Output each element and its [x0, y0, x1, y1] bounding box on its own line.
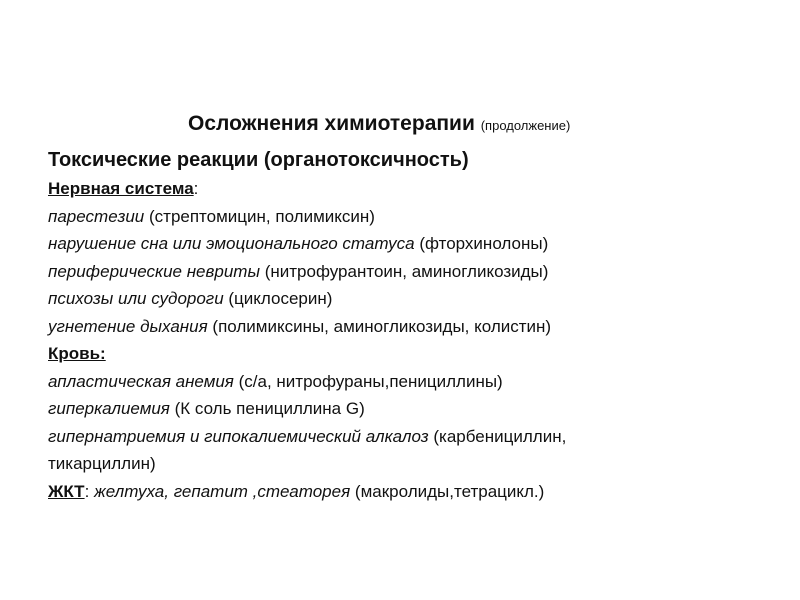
drugs: (циклосерин)	[228, 289, 333, 308]
blood-item	[48, 395, 788, 423]
blood-item	[48, 368, 788, 396]
nervous-system-header	[48, 175, 788, 203]
blood-item-continuation: тикарциллин)	[48, 454, 156, 473]
nervous-item	[48, 313, 788, 341]
nervous-item	[48, 258, 788, 286]
title-subtitle: (продолжение)	[480, 118, 571, 133]
effect: психозы или судороги	[48, 289, 224, 308]
drugs: (нитрофурантоин, аминогликозиды)	[264, 261, 549, 281]
title-main: Осложнения химиотерапии	[188, 112, 475, 135]
gi-label: ЖКТ	[48, 481, 85, 501]
gi-colon: :	[84, 481, 90, 501]
effect: угнетение дыхания	[48, 316, 208, 336]
gi-effects: желтуха, гепатит ,стеаторея	[94, 481, 351, 501]
effect: гипернатриемия и гипокалиемический алкалоз	[48, 426, 429, 446]
blood-label: Кровь:	[48, 344, 106, 363]
slide-title	[188, 112, 570, 136]
drugs: (фторхинолоны)	[419, 234, 549, 253]
effect: периферические невриты	[48, 261, 260, 281]
gi-drugs: (макролиды,тетрацикл.)	[354, 481, 545, 501]
effect: нарушение сна или эмоционального статуса	[48, 234, 415, 253]
drugs: (полимиксины, аминогликозиды, колистин)	[212, 316, 552, 336]
nervous-item	[48, 285, 788, 313]
nervous-system-label: Нервная система	[48, 179, 194, 198]
nervous-item	[48, 230, 788, 258]
effect: парестезии	[48, 206, 145, 226]
effect: гиперкалиемия	[48, 399, 170, 418]
blood-item	[48, 423, 788, 451]
drugs: (карбенициллин,	[433, 426, 567, 446]
nervous-system-colon: :	[193, 179, 199, 198]
drugs: (К соль пенициллина G)	[174, 399, 365, 418]
drugs: (с/а, нитрофураны,пенициллины)	[238, 371, 503, 391]
nervous-item	[48, 203, 788, 231]
gi-line	[48, 478, 788, 506]
drugs: (стрептомицин, полимиксин)	[149, 206, 375, 226]
slide-body	[48, 145, 788, 505]
effect: апластическая анемия	[48, 371, 234, 391]
blood-header	[48, 340, 788, 368]
section-heading: Токсические реакции (органотоксичность)	[48, 149, 469, 171]
